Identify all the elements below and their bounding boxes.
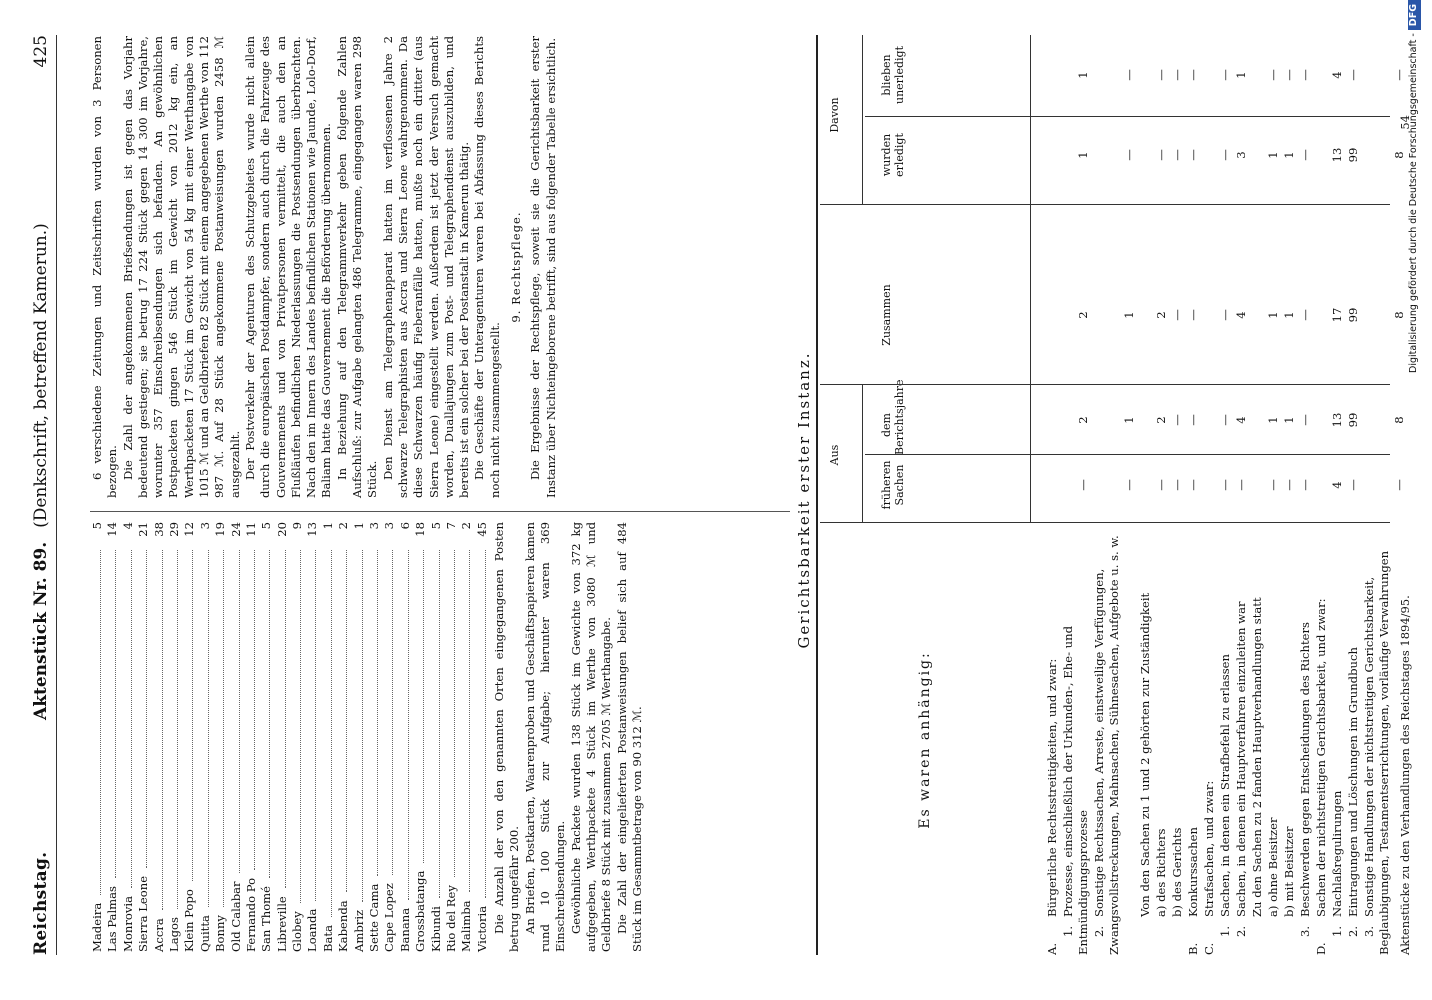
place-row: [290, 522, 305, 952]
leader-dots: [469, 550, 470, 892]
row-text: Sachen der nichtstreitigen Gerichtsbarkeit, und zwar:: [1314, 598, 1328, 917]
row-text: Nachlaßregulirungen: [1330, 790, 1344, 917]
row-label: [1092, 525, 1137, 955]
section-paragraph: Die Ergebnisse der Rechtspflege, soweit sie die Gerichtsbarkeit erster Instanz über Nichteingeborene betrifft, sind aus folgender Tabelle ersichtlich.: [528, 36, 558, 498]
row-text: b) des Gerichts: [1170, 827, 1184, 917]
place-name: Bata: [320, 924, 335, 952]
leader-dots: [269, 550, 270, 878]
table-cell: 1: [1266, 311, 1280, 319]
place-row: [105, 522, 120, 952]
row-letter: A.: [1045, 942, 1059, 955]
row-text: Zu den Sachen zu 2 fanden Hauptverhandlungen statt: [1250, 597, 1264, 917]
place-count: 11: [243, 522, 258, 537]
leader-dots: [485, 550, 486, 898]
table-cell: 1: [1282, 151, 1296, 159]
row-label: [1266, 525, 1281, 955]
leader-dots: [146, 550, 147, 868]
table-cell: 1: [1282, 416, 1296, 424]
place-count: 4: [120, 522, 135, 530]
leader-dots: [223, 550, 224, 907]
right-column-text: [90, 36, 503, 498]
leader-dots: [454, 550, 455, 877]
left-paragraph: Gewöhnliche Packete wurden 138 Stück im Gewichte von 372 kg aufgegeben, Werthpackete 4 Stück im Werthe von 3080 ℳ und Geldbriefe 8 Stück mit zusammen 2705 ℳ Werthangabe.: [568, 522, 614, 952]
place-row: [244, 522, 259, 952]
table-row: [1218, 35, 1233, 955]
row-text: Bürgerliche Rechtsstreitigkeiten, und zwar:: [1045, 658, 1059, 917]
place-count: 13: [305, 522, 320, 537]
place-count: 3: [382, 522, 397, 530]
table-cell: —: [1298, 149, 1312, 161]
place-count: 14: [105, 522, 120, 537]
row-number: 3.: [1362, 925, 1376, 937]
place-count: 18: [413, 522, 428, 537]
leader-dots: [285, 550, 286, 888]
leader-dots: [115, 550, 116, 878]
table-cell: —: [1266, 69, 1280, 81]
table-cell: 99: [1346, 147, 1360, 163]
header-left: Reichstag.: [31, 851, 51, 955]
table-cell: —: [1154, 149, 1168, 161]
leader-dots: [177, 550, 178, 909]
place-name: Cape Lopez: [382, 883, 397, 952]
table-hline: [1030, 35, 1031, 523]
table-cell: 1: [1282, 311, 1296, 319]
place-row: [475, 522, 490, 952]
row-number: 2.: [1234, 925, 1248, 937]
col-frueheren-header: früheren Sachen: [880, 460, 907, 510]
table-cell: —: [1154, 479, 1168, 491]
table-cell: —: [1186, 69, 1200, 81]
table-cell: —: [1392, 69, 1406, 81]
place-row: [367, 522, 382, 952]
table-cell: —: [1170, 479, 1184, 491]
left-paragraph: Die Anzahl der von den genannten Orten eingegangenen Posten betrug ungefähr 200.: [492, 522, 522, 952]
row-text: Sonstige Rechtssachen, Arreste, einstweilige Verfügungen, Zwangsvollstreckungen, Mahnsachen, Sühnesachen, Aufgebote u. s. w.: [1092, 535, 1122, 955]
table-cell: —: [1186, 309, 1200, 321]
column-separator: [90, 511, 790, 512]
table-cell: —: [1170, 149, 1184, 161]
row-text: b) mit Beisitzer: [1282, 826, 1296, 917]
leader-dots: [315, 550, 316, 901]
place-count: 12: [182, 522, 197, 537]
place-name: Old Calabar: [228, 881, 243, 952]
row-label: [1298, 525, 1313, 955]
table-row: [1346, 35, 1361, 955]
leader-dots: [162, 550, 163, 910]
table-cell: —: [1186, 149, 1200, 161]
place-name: Loanda: [305, 908, 320, 952]
row-label: [1346, 525, 1361, 955]
place-count: 9: [290, 522, 305, 530]
place-count: 21: [136, 522, 151, 537]
table-cell: 17: [1330, 307, 1344, 323]
leader-dots: [239, 550, 240, 873]
place-count: 5: [428, 522, 443, 530]
row-letter: C.: [1202, 942, 1216, 955]
place-name: Klein Popo: [182, 889, 197, 952]
table-cell: 8: [1392, 151, 1406, 159]
table-cell: —: [1186, 479, 1200, 491]
row-text: Sachen, in denen ein Strafbefehl zu erlassen: [1218, 653, 1232, 917]
table-cell: 2: [1076, 311, 1090, 319]
place-row: [382, 522, 397, 952]
row-number: 1.: [1061, 925, 1075, 937]
place-count: 5: [90, 522, 104, 530]
table-row: [1138, 35, 1153, 955]
table-cell: —: [1218, 309, 1232, 321]
place-name: Rio del Rey: [443, 885, 458, 952]
table-cell: —: [1346, 479, 1360, 491]
leader-dots: [192, 550, 193, 881]
table-row: [1202, 35, 1217, 955]
table-cell: —: [1298, 69, 1312, 81]
table-cell: 1: [1076, 71, 1090, 79]
table-hline: [862, 385, 863, 523]
place-row: [398, 522, 413, 952]
place-count: 3: [367, 522, 382, 530]
table-cell: 8: [1392, 416, 1406, 424]
place-row: [259, 522, 274, 952]
table-row: [1092, 35, 1137, 955]
place-name: Quitta: [197, 915, 212, 952]
place-row: [336, 522, 351, 952]
place-row: [198, 522, 213, 952]
table-row: [1154, 35, 1169, 955]
col-erledigt-header: wurden erledigt: [880, 133, 907, 177]
place-count: 1: [320, 522, 335, 530]
table-cell: —: [1218, 414, 1232, 426]
row-number: 2.: [1092, 925, 1106, 937]
place-row: [321, 522, 336, 952]
leader-dots: [408, 550, 409, 900]
leader-dots: [254, 550, 255, 870]
left-column: [90, 522, 645, 952]
col-unerledigt-header: blieben unerledigt: [880, 46, 907, 104]
table-cell: —: [1298, 414, 1312, 426]
table-row: [1266, 35, 1281, 955]
table-cell: 4: [1234, 416, 1248, 424]
leader-dots: [362, 550, 363, 902]
leader-dots: [377, 550, 378, 876]
place-count: 2: [459, 522, 474, 530]
place-name: Lagos: [166, 917, 181, 952]
place-count: 38: [151, 522, 166, 537]
table-cell: —: [1122, 149, 1136, 161]
table-row: [1250, 35, 1265, 955]
row-label: [1282, 525, 1297, 955]
row-letter: B.: [1186, 942, 1200, 955]
table-row: [1045, 35, 1060, 955]
place-row: [429, 522, 444, 952]
digitization-text: Digitalisierung gefördert durch die Deutsche Forschungsgemeinschaft -: [1408, 33, 1419, 373]
row-label: [1218, 525, 1233, 955]
place-row: [90, 522, 105, 952]
place-row: [444, 522, 459, 952]
col-zusammen-header: Zusammen: [880, 284, 893, 346]
row-text: Konkurssachen: [1186, 827, 1200, 917]
header-rule: [56, 35, 57, 955]
table-cell: 13: [1330, 147, 1344, 163]
table-cell: —: [1170, 309, 1184, 321]
table-row: [1298, 35, 1313, 955]
row-text: Beschwerden gegen Entscheidungen des Richters: [1298, 622, 1312, 917]
table-hline: [862, 35, 863, 205]
table-cell: 1: [1076, 151, 1090, 159]
table-cell: 4: [1234, 311, 1248, 319]
row-text: Prozesse, einschließlich der Urkunden-, Ehe- und Entmündigungsprozesse: [1061, 625, 1091, 955]
table-title: Gerichtsbarkeit erster Instanz.: [795, 351, 813, 649]
table-cell: 2: [1076, 416, 1090, 424]
table-cell: —: [1122, 69, 1136, 81]
table-cell: —: [1234, 479, 1248, 491]
place-row: [305, 522, 320, 952]
table-cell: 1: [1122, 416, 1136, 424]
row-text: Von den Sachen zu 1 und 2 gehörten zur Zuständigkeit: [1138, 592, 1152, 917]
table-row: [1186, 35, 1201, 955]
table-row: [1061, 35, 1091, 955]
place-count: 2: [336, 522, 351, 530]
page-header: [30, 35, 58, 955]
row-label: [1314, 525, 1329, 955]
place-row: [213, 522, 228, 952]
row-text: Sonstige Handlungen der nichtstreitigen Gerichtsbarkeit, Beglaubigungen, Testamentserrichtungen, vorläufige Verwahrungen: [1362, 550, 1392, 955]
row-label: [1138, 525, 1153, 955]
place-count: 3: [197, 522, 212, 530]
place-name: Kibundi: [428, 906, 443, 952]
left-column-text: [492, 522, 645, 952]
table-cell: —: [1122, 479, 1136, 491]
footer-sheet-number: 54: [1398, 115, 1412, 130]
table-cell: 99: [1346, 412, 1360, 428]
place-name: Sette Cama: [367, 883, 382, 952]
header-mid-sub: (Denkschrift, betreffend Kamerun.): [31, 223, 51, 528]
row-text: Sachen, in denen ein Hauptverfahren einzuleiten war: [1234, 601, 1248, 917]
place-name: Sierra Leone: [136, 875, 151, 952]
place-name: Las Palmas: [105, 885, 120, 952]
header-document-number: [30, 223, 52, 720]
place-name: Ambriz: [351, 909, 366, 952]
right-paragraph: Die Geschäfte der Unteragenturen waren bei Abfassung dieses Berichts noch nicht zusammengestellt.: [472, 36, 502, 498]
row-text: a) ohne Beisitzer: [1266, 817, 1280, 917]
place-count: 45: [474, 522, 489, 537]
place-count: 1: [351, 522, 366, 530]
place-count: 19: [213, 522, 228, 537]
dfg-logo: DFG: [1408, 0, 1421, 30]
row-number: 3.: [1298, 925, 1312, 937]
right-paragraph: 6 verschiedene Zeitungen und Zeitschriften wurden von 3 Personen bezogen.: [90, 36, 120, 498]
table-cell: —: [1266, 479, 1280, 491]
table-cell: —: [1170, 414, 1184, 426]
place-row: [275, 522, 290, 952]
place-name: Globey: [290, 911, 305, 952]
table-row: [1282, 35, 1297, 955]
row-label: [1170, 525, 1185, 955]
header-mid: Aktenstück Nr. 89.: [31, 541, 51, 720]
group-aus-header: Aus: [828, 444, 841, 466]
table-cell: —: [1154, 69, 1168, 81]
place-name: Bonny: [213, 915, 228, 952]
table-desc-header: Es waren anhängig:: [916, 651, 933, 829]
place-name: Malimba: [459, 900, 474, 952]
leader-dots: [392, 550, 393, 875]
table-cell: —: [1218, 69, 1232, 81]
place-name: Fernando Po: [243, 877, 258, 952]
table-cell: —: [1346, 69, 1360, 81]
table-cell: —: [1218, 149, 1232, 161]
table-cell: —: [1298, 309, 1312, 321]
right-paragraph: Den Dienst am Telegraphenapparat hatten im verflossenen Jahre 2 schwarze Telegraphisten aus Accra und Sierra Leone wahrgenommen. Da diese Schwarzen häufig Fieberanfälle hatten, mußte noch ein dritter (aus Sierra Leone) eingestellt werden. Außerdem ist jetzt der Versuch gemacht worden, Duallajungen zum Post- und Telegraphendienst auszubilden, und bereits ist ein solcher bei der Postanstalt in Kamerun thätig.: [380, 36, 472, 498]
place-row: [459, 522, 474, 952]
place-name: Accra: [151, 918, 166, 952]
table-cell: 13: [1330, 412, 1344, 428]
table-cell: 1: [1266, 151, 1280, 159]
place-count: 20: [274, 522, 289, 537]
leader-dots: [331, 550, 332, 917]
footer-left: Aktenstücke zu den Verhandlungen des Reichstages 1894/95.: [1398, 595, 1412, 955]
place-name: Grossbatanga: [413, 870, 428, 952]
place-name: Monrovia: [120, 895, 135, 952]
page-number: 425: [31, 35, 51, 68]
right-paragraph: Die Zahl der angekommenen Briefsendungen ist gegen das Vorjahr bedeutend gestiegen; sie betrug 17 224 Stück gegen 14 300 im Vorjahre, worunter 357 Einschreibsendungen sich befanden. An gewöhnlichen Postpacketen gingen 546 Stück im Gewicht von 2012 kg ein, an Werthpacketen 17 Stück im Gewicht von 54 kg mit einer Werthangabe von 1015 ℳ und an Geldbriefen 82 Stück mit einem angegebenen Werthe von 112 987 ℳ. Auf 28 Stück angekommene Postanweisungen wurden 2458 ℳ ausgezahlt.: [120, 36, 242, 498]
leader-dots: [346, 550, 347, 892]
row-label: [1234, 525, 1249, 955]
row-label: [1061, 525, 1091, 955]
left-paragraph: An Briefen, Postkarten, Waarenproben und Geschäftspapieren kamen rund 10 100 Stück zur Aufgabe; hierunter waren 369 Einschreibsendungen.: [522, 522, 568, 952]
table-row: [1330, 35, 1345, 955]
place-row: [413, 522, 428, 952]
place-row: [152, 522, 167, 952]
place-count: 5: [259, 522, 274, 530]
place-count: 29: [166, 522, 181, 537]
place-name: San Thomé: [259, 885, 274, 952]
right-paragraph: Der Postverkehr der Agenturen des Schutzgebietes wurde nicht allein durch die europäischen Postdampfer, sondern auch durch die Fahrzeuge des Gouvernements und von Privatpersonen vermittelt, die auch den an Flußläufen befindlichen Niederlassungen die Postsendungen überbrachten. Nach den im Innern des Landes befindlichen Stationen wie Jaunde, Lolo-Dorf, Baliam hatte das Gouvernement die Beförderung übernommen.: [242, 36, 334, 498]
row-label: [1186, 525, 1201, 955]
table-cell: 99: [1346, 307, 1360, 323]
table-cell: 1: [1266, 416, 1280, 424]
table-cell: —: [1298, 479, 1312, 491]
leader-dots: [100, 550, 101, 895]
place-list: [90, 522, 490, 952]
table-cell: 1: [1122, 311, 1136, 319]
row-number: 1.: [1330, 925, 1344, 937]
right-column: [90, 36, 559, 498]
row-text: Eintragungen und Löschungen im Grundbuch: [1346, 647, 1360, 917]
place-row: [229, 522, 244, 952]
place-count: 6: [397, 522, 412, 530]
table-cell: 4: [1330, 481, 1344, 489]
col-berichtsjahr-header: dem Berichtsjahre: [880, 379, 907, 455]
row-number: 1.: [1218, 925, 1232, 937]
table-row: [1234, 35, 1249, 955]
place-row: [352, 522, 367, 952]
table-cell: —: [1392, 479, 1406, 491]
leader-dots: [423, 550, 424, 863]
table-cell: —: [1218, 479, 1232, 491]
place-name: Kabenda: [336, 900, 351, 952]
row-letter: D.: [1314, 942, 1328, 955]
row-label: [1202, 525, 1217, 955]
row-text: Strafsachen, und zwar:: [1202, 780, 1216, 917]
table-cell: —: [1282, 69, 1296, 81]
place-row: [121, 522, 136, 952]
place-row: [136, 522, 151, 952]
digitization-note: [1408, 0, 1426, 800]
leader-dots: [439, 550, 440, 898]
place-name: Banana: [397, 907, 412, 952]
table-row: [1170, 35, 1185, 955]
row-label: [1250, 525, 1265, 955]
leader-dots: [131, 550, 132, 888]
left-paragraph: Die Zahl der eingelieferten Postanweisungen belief sich auf 484 Stück im Gesammtbetrage von 90 312 ℳ.: [614, 522, 644, 952]
right-paragraph: In Beziehung auf den Telegrammverkehr geben folgende Zahlen Aufschluß: zur Aufgabe gelangten 486 Telegramme, eingegangen waren 298 Stück.: [334, 36, 380, 498]
place-count: 24: [228, 522, 243, 537]
row-label: [1330, 525, 1345, 955]
row-text: a) des Richters: [1154, 828, 1168, 917]
place-count: 7: [443, 522, 458, 530]
place-row: [182, 522, 197, 952]
row-label: [1154, 525, 1169, 955]
group-davon-header: Davon: [828, 97, 841, 133]
table-cell: —: [1282, 479, 1296, 491]
table-cell: 4: [1330, 71, 1344, 79]
table-cell: —: [1186, 414, 1200, 426]
table-cell: —: [1170, 69, 1184, 81]
leader-dots: [300, 550, 301, 903]
table-cell: 3: [1234, 151, 1248, 159]
table-top-rule: [816, 35, 818, 955]
table-cell: 1: [1234, 71, 1248, 79]
table-row: [1314, 35, 1329, 955]
section-heading: 9. Rechtspflege.: [509, 211, 524, 323]
row-label: [1045, 525, 1060, 955]
place-name: Victoria: [474, 905, 489, 952]
table-cell: 2: [1154, 311, 1168, 319]
table-cell: 8: [1392, 311, 1406, 319]
place-name: Madeira: [90, 902, 104, 952]
table-cell: —: [1076, 479, 1090, 491]
leader-dots: [208, 550, 209, 907]
table-cell: 2: [1154, 416, 1168, 424]
place-name: Libreville: [274, 896, 289, 952]
row-number: 2.: [1346, 925, 1360, 937]
place-row: [167, 522, 182, 952]
